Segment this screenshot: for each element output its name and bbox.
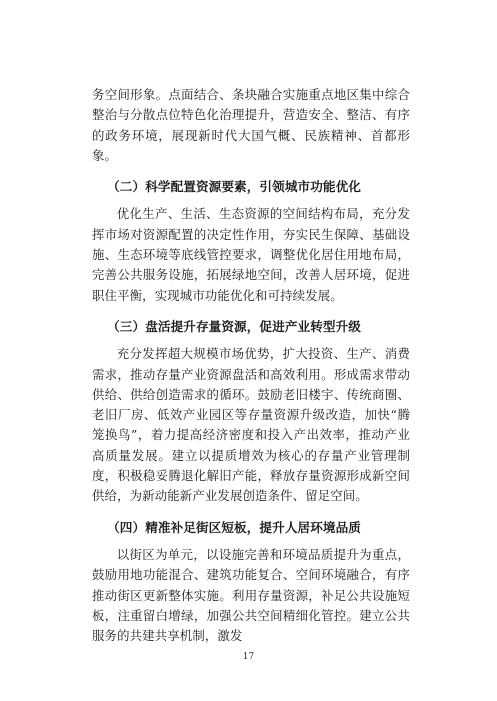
section-heading-3: （三）盘活提升存量资源，促进产业转型升级 xyxy=(107,318,361,334)
spacer xyxy=(92,306,410,317)
page-body xyxy=(92,85,410,646)
section-heading-2: （二）科学配置资源要素，引领城市功能优化 xyxy=(107,179,361,195)
page-number: 17 xyxy=(242,652,255,662)
paragraph-body-3: 充分发挥超大规模市场优势，扩大投资、生产、消费需求，推动存量产业资源盘活和高效利用。形成需求带动供给、供给创造需求的循环。鼓励老旧楼宇、传统商圈、老旧厂房、低效产业园区等存量资源升级改造，加快“腾笼换鸟”，着力提高经济密度和投入产出效率，推动产业高质量发展。建立以提质增效为核心的存量产业管理制度，积极稳妥腾退化解旧产能，释放存量资源形成新空间供给，为新动能新产业发展创造条件、留足空间。 xyxy=(92,346,410,504)
spacer xyxy=(92,337,410,344)
spacer xyxy=(92,197,410,204)
section-heading-4: （四）精准补足街区短板，提升人居环境品质 xyxy=(107,519,361,535)
paragraph-body-1: 务空间形象。点面结合、条块融合实施重点地区集中综合整治与分散点位特色化治理提升，营造安全、整洁、有序的政务环境，展现新时代大国气概、民族精神、首都形象。 xyxy=(92,87,410,163)
spacer xyxy=(92,507,410,518)
paragraph-body-2: 优化生产、生活、生态资源的空间结构布局，充分发挥市场对资源配置的决定性作用，夯实民生保障、基础设施、生态环境等底线管控要求，调整优化居住用地布局，完善公共服务设施，拓展绿地空间，改善人居环境，促进职住平衡，实现城市功能优化和可持续发展。 xyxy=(92,206,410,303)
spacer xyxy=(92,538,410,545)
paragraph-body-4: 以街区为单元，以设施完善和环境品质提升为重点，鼓励用地功能混合、建筑功能复合、空间环境融合，有序推动街区更新整体实施。利用存量资源，补足公共设施短板，注重留白增绿，加强公共空间精细化管控。建立公共服务的共建共享机制，激发 xyxy=(92,546,410,644)
spacer xyxy=(92,166,410,177)
